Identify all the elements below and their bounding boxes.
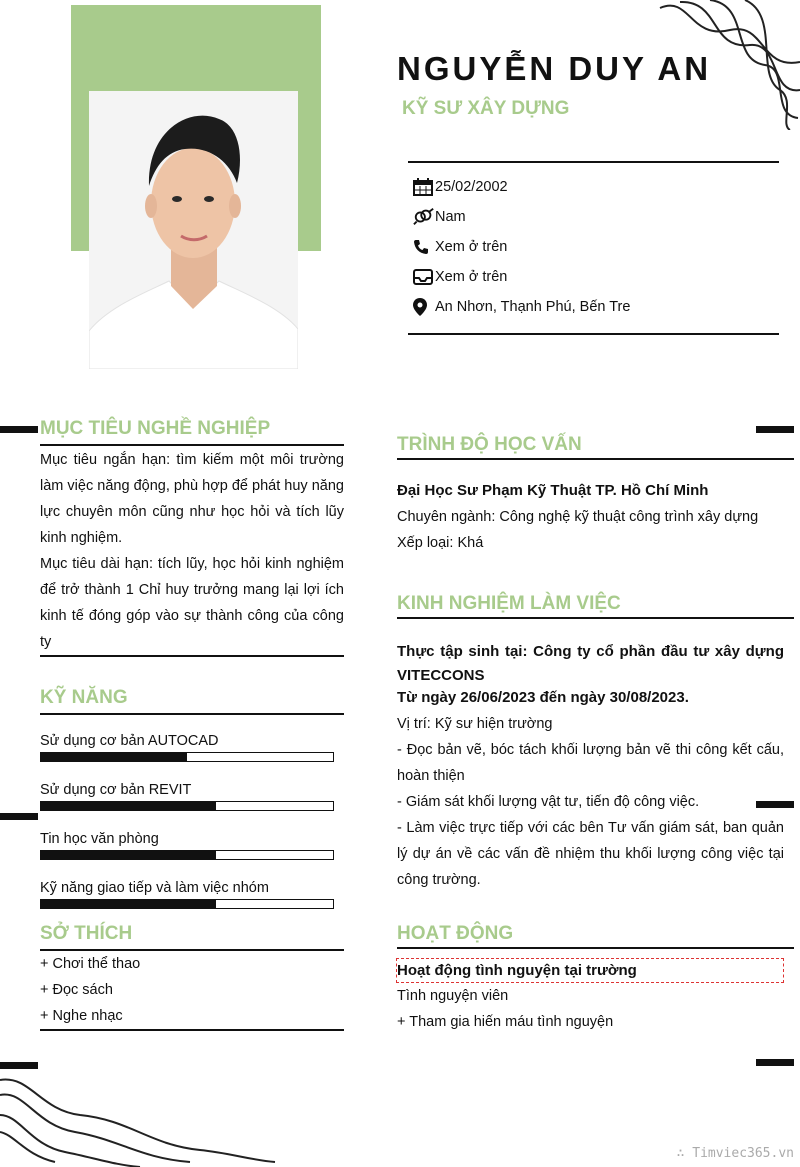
hobbies-title: SỞ THÍCH <box>40 923 133 944</box>
info-gender <box>413 206 466 228</box>
hobbies-rule-bottom <box>40 1029 344 1031</box>
decor-waves-bottom-left <box>0 1070 280 1167</box>
experience-duty: - Đọc bản vẽ, bóc tách khối lượng bản vẽ thi công kết cấu, hoàn thiện <box>397 742 784 784</box>
education-rank: Xếp loại: Khá <box>397 535 484 551</box>
hobby-item: + Đọc sách <box>40 982 113 998</box>
address-value: An Nhơn, Thạnh Phú, Bến Tre <box>435 299 631 315</box>
skill-fill-revit <box>41 802 216 810</box>
info-top-divider <box>408 161 779 163</box>
activity-role: Tình nguyện viên <box>397 988 509 1004</box>
activity-detail: + Tham gia hiến máu tình nguyện <box>397 1014 614 1030</box>
education-major: Chuyên ngành: Công nghệ kỹ thuật công trình xây dựng <box>397 509 759 525</box>
skill-label-revit: Sử dụng cơ bản REVIT <box>40 782 192 798</box>
phone-value: Xem ở trên <box>435 239 508 255</box>
experience-duty: - Làm việc trực tiếp với các bên Tư vấn giám sát, ban quản lý dự án về các vấn đề nhiệm thu khối lượng công việc tại công trường. <box>397 820 784 888</box>
objective-title: MỤC TIÊU NGHỀ NGHIỆP <box>40 418 271 439</box>
info-address <box>413 296 630 318</box>
skill-fill-office <box>41 851 216 859</box>
activities-title: HOẠT ĐỘNG <box>397 923 514 944</box>
skill-label-communication: Kỹ năng giao tiếp và làm việc nhóm <box>40 880 269 896</box>
skill-bar-autocad <box>40 752 334 762</box>
activities-rule <box>397 947 794 949</box>
hobby-item: + Nghe nhạc <box>40 1008 123 1024</box>
decor-dash-left-1 <box>0 426 38 433</box>
experience-title: KINH NGHIỆM LÀM VIỆC <box>397 593 621 614</box>
decor-dash-right-1 <box>756 426 794 433</box>
skills-title: KỸ NĂNG <box>40 687 128 708</box>
email-value: Xem ở trên <box>435 269 508 285</box>
calendar-icon <box>413 177 435 197</box>
info-email <box>413 266 507 288</box>
skill-bar-revit <box>40 801 334 811</box>
experience-company: Thực tập sinh tại: Công ty cổ phần đầu tư xây dựng VITECCONS <box>397 643 784 684</box>
objective-long-term: Mục tiêu dài hạn: tích lũy, học hỏi kinh nghiệm để trở thành 1 Chỉ huy trưởng mang lại lợi ích kinh tế đóng góp vào sự thành công của công ty <box>40 556 344 650</box>
objective-rule-top <box>40 444 344 446</box>
skill-bar-office <box>40 850 334 860</box>
skill-bar-communication <box>40 899 334 909</box>
activity-name: Hoạt động tình nguyện tại trường <box>396 958 784 983</box>
decor-dash-left-2 <box>0 813 38 820</box>
experience-rule <box>397 617 794 619</box>
education-title: TRÌNH ĐỘ HỌC VẤN <box>397 434 582 455</box>
objective-short-term: Mục tiêu ngắn hạn: tìm kiếm một môi trường làm việc năng động, phù hợp để phát huy năng lực chuyên môn cũng như học hỏi và tích lũy kinh nghiệm. <box>40 452 344 546</box>
skill-fill-communication <box>41 900 216 908</box>
phone-icon <box>413 237 435 257</box>
objective-rule-bottom <box>40 655 344 657</box>
skill-label-office: Tin học văn phòng <box>40 831 159 847</box>
gender-icon <box>413 207 435 227</box>
experience-period: Từ ngày 26/06/2023 đến ngày 30/08/2023. <box>397 689 689 706</box>
experience-position: Vị trí: Kỹ sư hiện trường <box>397 716 553 732</box>
decor-dash-right-3 <box>756 1059 794 1066</box>
footer-brand: ∴ Timviec365.vn <box>676 1146 794 1161</box>
education-school: Đại Học Sư Phạm Kỹ Thuật TP. Hồ Chí Minh <box>397 482 709 499</box>
envelope-icon <box>413 267 435 287</box>
info-bottom-divider <box>408 333 779 335</box>
experience-duty: - Giám sát khối lượng vật tư, tiến độ công việc. <box>397 794 700 810</box>
gender-value: Nam <box>435 209 466 225</box>
hobby-item: + Chơi thể thao <box>40 956 141 972</box>
birthday-value: 25/02/2002 <box>435 179 508 195</box>
education-rule <box>397 458 794 460</box>
job-title: KỸ SƯ XÂY DỰNG <box>402 98 570 119</box>
location-pin-icon <box>413 297 435 317</box>
decor-dash-left-3 <box>0 1062 38 1069</box>
candidate-name: NGUYỄN DUY AN <box>397 50 712 87</box>
skills-rule <box>40 713 344 715</box>
skill-fill-autocad <box>41 753 187 761</box>
profile-photo <box>89 91 298 369</box>
avatar-illustration <box>89 91 298 369</box>
info-birthday <box>413 176 508 198</box>
skill-label-autocad: Sử dụng cơ bản AUTOCAD <box>40 733 219 749</box>
info-phone <box>413 236 507 258</box>
